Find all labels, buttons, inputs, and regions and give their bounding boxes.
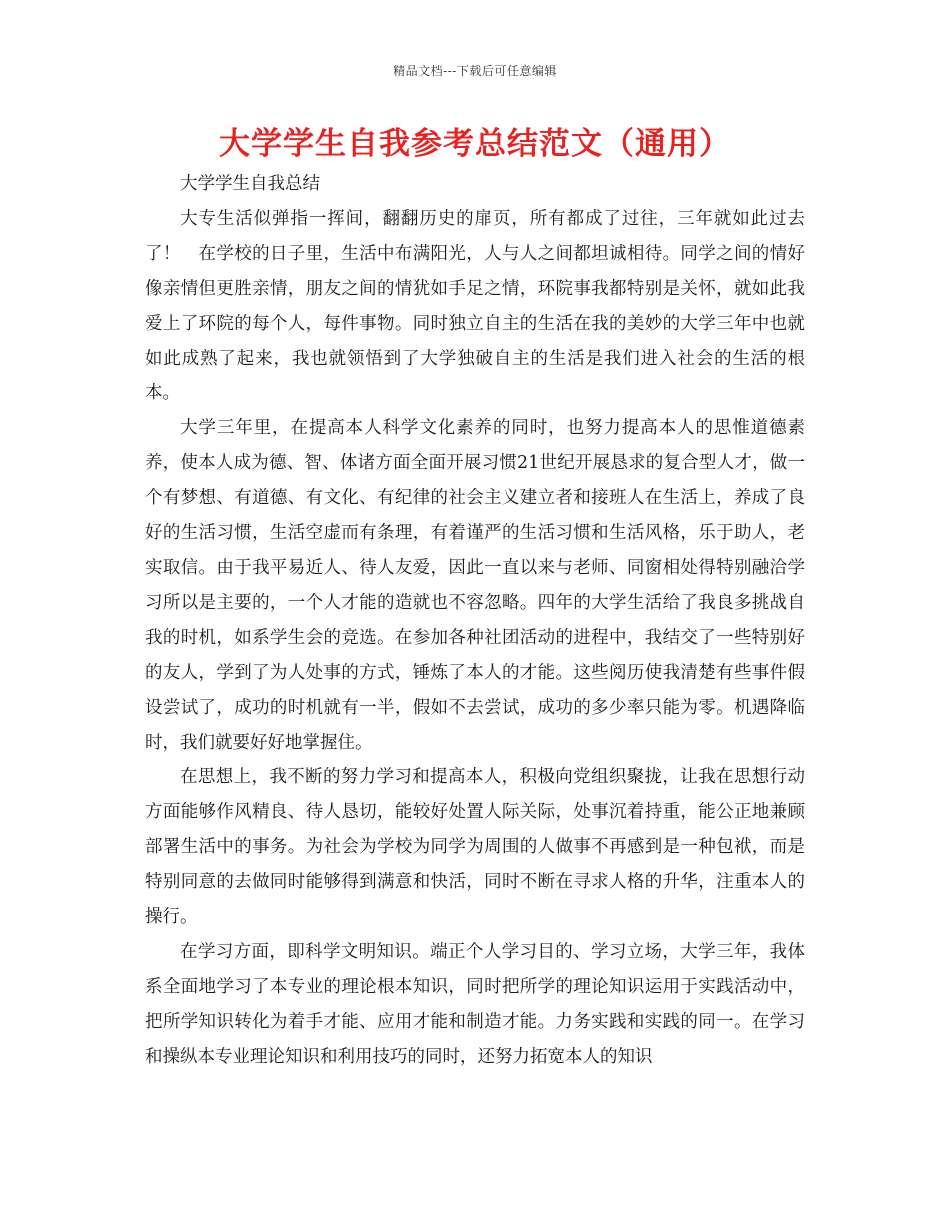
page-header: 精品文档---下载后可任意编辑 <box>393 64 557 78</box>
paragraph-3: 在思想上，我不断的努力学习和提高本人，积极向党组织聚拢，让我在思想行动方面能够作风精良、待人恳切，能较好处置人际关际，处事沉着持重，能公正地兼顾部署生活中的事务。为社会为学校为同学为周围的人做事不再感到是一种包袱，而是特别同意的去做同时能够得到满意和快活，同时不断在寻求人格的升华，注重本人的操行。 <box>145 767 805 928</box>
document-title: 大学学生自我参考总结范文（通用） <box>219 126 731 162</box>
paragraph-2: 大学三年里，在提高本人科学文化素养的同时，也努力提高本人的思惟道德素养，使本人成为德、智、体诸方面全面开展习惯21世纪开展恳求的复合型人才，做一个有梦想、有道德、有文化、有纪律的社会主义建立者和接班人在生活上，养成了良好的生活习惯，生活空虚而有条理，有着谨严的生活习惯和生活风格，乐于助人，老实取信。由于我平易近人、待人友爱，因此一直以来与老师、同窗相处得特别融洽学习所以是主要的，一个人才能的造就也不容忽略。四年的大学生活给了我良多挑战自我的时机，如系学生会的竞选。在参加各种社团活动的进程中，我结交了一些特别好的友人，学到了为人处事的方式，锤炼了本人的才能。这些阅历使我清楚有些事件假设尝试了，成功的时机就有一半，假如不去尝试，成功的多少率只能为零。机遇降临时，我们就要好好地掌握住。 <box>145 418 805 753</box>
document-body <box>145 167 805 1075</box>
paragraph-4: 在学习方面，即科学文明知识。端正个人学习目的、学习立场，大学三年，我体系全面地学习了本专业的理论根本知识，同时把所学的理论知识运用于实践活动中，把所学知识转化为着手才能、应用才能和制造才能。力务实践和实践的同一。在学习和操纵本专业理论知识和利用技巧的同时，还努力拓宽本人的知识 <box>145 941 805 1067</box>
paragraph-1: 大专生活似弹指一挥间，翻翻历史的扉页，所有都成了过往，三年就如此过去了！ 在学校的日子里，生活中布满阳光，人与人之间都坦诚相待。同学之间的情好像亲情但更胜亲情，朋友之间的情犹如手足之情，环院事我都特别是关怀，就如此我爱上了环院的每个人，每件事物。同时独立自主的生活在我的美妙的大学三年中也就如此成熟了起来，我也就领悟到了大学独破自主的生活是我们进入社会的生活的根本。 <box>145 208 805 404</box>
document-subtitle: 大学学生自我总结 <box>180 174 320 194</box>
